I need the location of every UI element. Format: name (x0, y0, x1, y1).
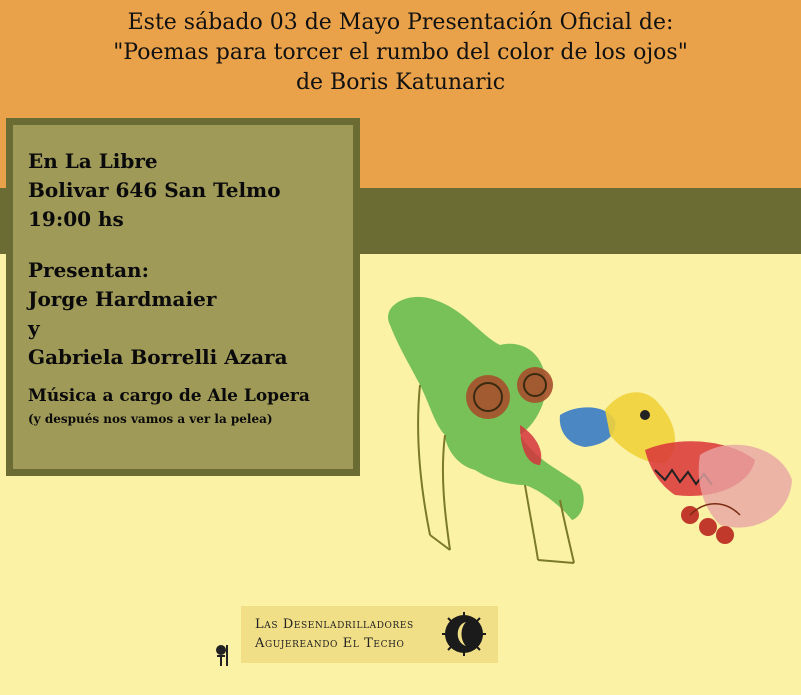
venue-name: En La Libre (28, 149, 158, 173)
presenters-heading: Presentan: (28, 258, 149, 282)
publisher-logo (241, 606, 498, 663)
title-line-3: de Boris Katunaric (295, 70, 506, 95)
event-time: 19:00 hs (28, 207, 124, 231)
presenter-connector: y (28, 316, 40, 340)
moon-sun-icon (442, 612, 486, 656)
small-figure-icon (213, 642, 233, 668)
logo-line-1: Las Desenladrilladores (255, 617, 414, 632)
title-line-1: Este sábado 03 de Mayo Presentación Oficial de: (127, 10, 674, 35)
presenter-1: Jorge Hardmaier (28, 287, 217, 311)
title-line-2: "Poemas para torcer el rumbo del color de los ojos" (113, 40, 688, 65)
music-credit: Música a cargo de Ale Lopera (28, 386, 310, 406)
event-title (0, 8, 801, 98)
aside-note: (y después nos vamos a ver la pelea) (28, 412, 273, 426)
creature-illustration (360, 285, 801, 575)
logo-line-2: Agujereando El Techo (255, 636, 405, 651)
event-info-box (6, 118, 360, 476)
presenter-2: Gabriela Borrelli Azara (28, 345, 288, 369)
venue-address: Bolivar 646 San Telmo (28, 178, 281, 202)
